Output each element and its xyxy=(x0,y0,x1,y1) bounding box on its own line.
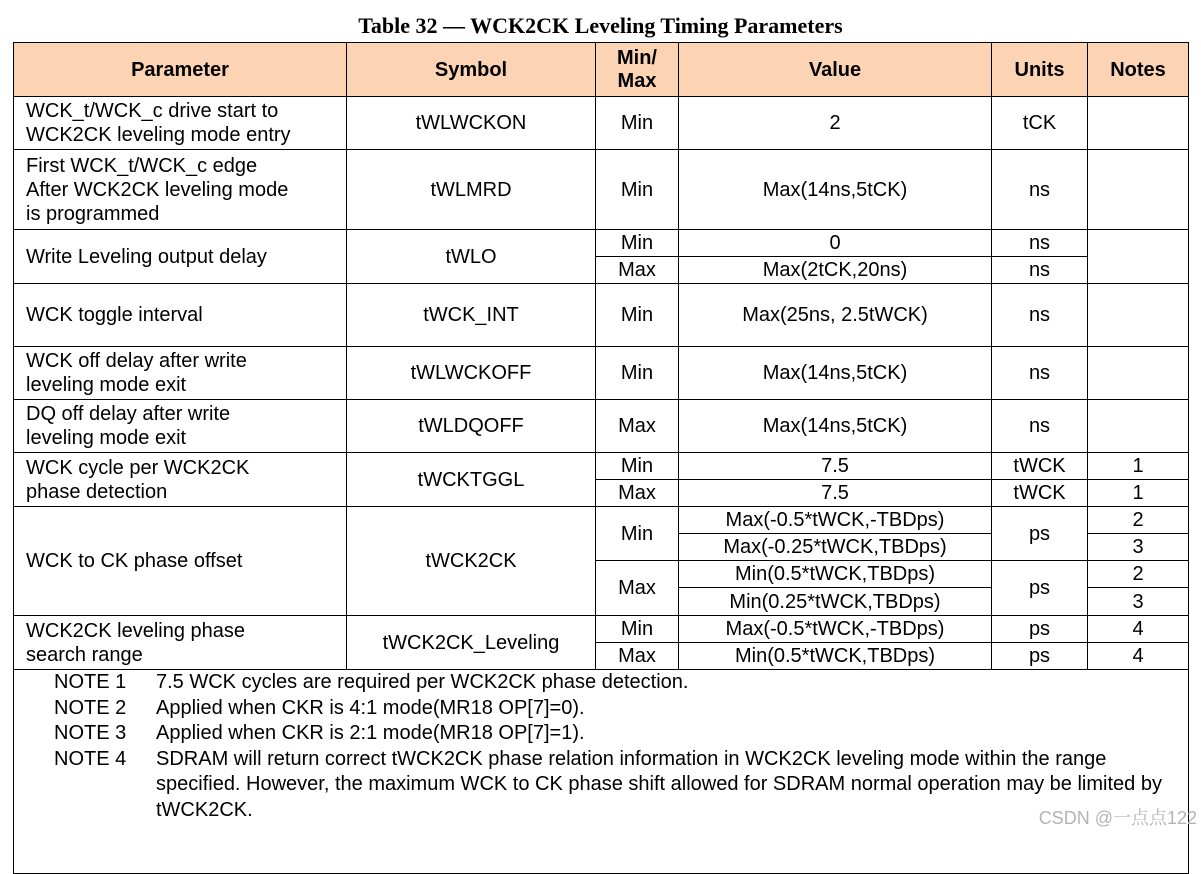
units-cell: ns xyxy=(992,284,1088,347)
table-row xyxy=(14,284,1189,347)
units-cell: ps xyxy=(992,643,1088,670)
table-row xyxy=(14,616,1189,643)
value-cell: Max(-0.5*tWCK,-TBDps) xyxy=(679,616,992,643)
watermark-text: CSDN @一点点122 xyxy=(1038,808,1197,828)
value-cell: Max(14ns,5tCK) xyxy=(679,400,992,453)
parameter-cell: WCK cycle per WCK2CK phase detection xyxy=(14,453,347,507)
header-units: Units xyxy=(992,43,1088,97)
notes-cell: 3 xyxy=(1088,588,1189,616)
units-cell: ns xyxy=(992,150,1088,230)
symbol-cell: tWCK2CK_Leveling xyxy=(347,616,596,670)
symbol-cell: tWLO xyxy=(347,230,596,284)
value-cell: 7.5 xyxy=(679,480,992,507)
parameter-cell: First WCK_t/WCK_c edge After WCK2CK leveling mode is programmed xyxy=(14,150,347,230)
minmax-cell: Max xyxy=(596,480,679,507)
units-cell: ns xyxy=(992,230,1088,257)
note-id: NOTE 4 xyxy=(54,747,127,770)
table-row xyxy=(14,230,1189,257)
header-value: Value xyxy=(679,43,992,97)
parameter-cell: WCK toggle interval xyxy=(14,284,347,347)
header-min-max xyxy=(596,43,679,97)
value-cell: Min(0.5*tWCK,TBDps) xyxy=(679,561,992,588)
header-min-max-line2: Max xyxy=(617,69,657,92)
parameter-cell: DQ off delay after write leveling mode exit xyxy=(14,400,347,453)
note-item xyxy=(54,747,1174,824)
units-cell: ns xyxy=(992,257,1088,284)
table-row xyxy=(14,507,1189,534)
units-cell: ps xyxy=(992,561,1088,616)
table-row xyxy=(14,150,1189,230)
note-text: 7.5 WCK cycles are required per WCK2CK phase detection. xyxy=(156,671,689,693)
symbol-cell: tWLMRD xyxy=(347,150,596,230)
parameter-cell: WCK2CK leveling phase search range xyxy=(14,616,347,670)
minmax-cell: Min xyxy=(596,284,679,347)
note-text: SDRAM will return correct tWCK2CK phase relation information in WCK2CK leveling mode within the range specified. However, the maximum WCK to CK phase shift allowed for SDRAM normal operation may be limited by tWCK2CK. xyxy=(156,747,1162,821)
header-min-max-line1: Min/ xyxy=(617,46,657,69)
symbol-cell: tWLWCKON xyxy=(347,97,596,150)
value-cell: Max(-0.5*tWCK,-TBDps) xyxy=(679,507,992,534)
minmax-cell: Max xyxy=(596,561,679,616)
notes-cell xyxy=(1088,400,1189,453)
value-cell: 0 xyxy=(679,230,992,257)
value-cell: 2 xyxy=(679,97,992,150)
value-cell: Max(-0.25*tWCK,TBDps) xyxy=(679,534,992,561)
note-item xyxy=(54,696,1174,722)
minmax-cell: Min xyxy=(596,507,679,561)
notes-cell xyxy=(1088,347,1189,400)
note-text: Applied when CKR is 2:1 mode(MR18 OP[7]=1). xyxy=(156,722,585,744)
table-row xyxy=(14,347,1189,400)
parameter-cell: Write Leveling output delay xyxy=(14,230,347,284)
value-cell: 7.5 xyxy=(679,453,992,480)
minmax-cell: Min xyxy=(596,230,679,257)
units-cell: tWCK xyxy=(992,453,1088,480)
header-parameter: Parameter xyxy=(14,43,347,97)
value-cell: Max(14ns,5tCK) xyxy=(679,347,992,400)
note-item xyxy=(54,670,1174,696)
note-id: NOTE 1 xyxy=(54,671,127,693)
symbol-cell: tWCKTGGL xyxy=(347,453,596,507)
notes-cell: 1 xyxy=(1088,480,1189,507)
minmax-cell: Min xyxy=(596,453,679,480)
value-cell: Max(25ns, 2.5tWCK) xyxy=(679,284,992,347)
header-notes: Notes xyxy=(1088,43,1189,97)
value-cell: Min(0.25*tWCK,TBDps) xyxy=(679,588,992,616)
notes-cell: 4 xyxy=(1088,643,1189,670)
units-cell: ns xyxy=(992,347,1088,400)
minmax-cell: Max xyxy=(596,643,679,670)
units-cell: ps xyxy=(992,616,1088,643)
minmax-cell: Min xyxy=(596,616,679,643)
note-text: Applied when CKR is 4:1 mode(MR18 OP[7]=0). xyxy=(156,696,585,719)
table-caption: Table 32 — WCK2CK Leveling Timing Parameters xyxy=(358,13,843,38)
minmax-cell: Min xyxy=(596,97,679,150)
minmax-cell: Max xyxy=(596,400,679,453)
units-cell: ns xyxy=(992,400,1088,453)
units-cell: tWCK xyxy=(992,480,1088,507)
table-notes-row xyxy=(14,670,1189,874)
value-cell: Min(0.5*tWCK,TBDps) xyxy=(679,643,992,670)
table-row xyxy=(14,97,1189,150)
notes-cell xyxy=(1088,230,1189,284)
units-cell: tCK xyxy=(992,97,1088,150)
table-row xyxy=(14,453,1189,480)
value-cell: Max(2tCK,20ns) xyxy=(679,257,992,284)
symbol-cell: tWLWCKOFF xyxy=(347,347,596,400)
timing-parameters-table xyxy=(13,42,1189,874)
parameter-cell: WCK_t/WCK_c drive start to WCK2CK leveling mode entry xyxy=(14,97,347,150)
note-id: NOTE 3 xyxy=(54,722,127,744)
notes-cell: 2 xyxy=(1088,507,1189,534)
notes-cell: 1 xyxy=(1088,453,1189,480)
symbol-cell: tWCK_INT xyxy=(347,284,596,347)
notes-cell xyxy=(1088,284,1189,347)
symbol-cell: tWCK2CK xyxy=(347,507,596,616)
parameter-cell: WCK to CK phase offset xyxy=(14,507,347,616)
notes-block xyxy=(14,670,1189,874)
notes-cell xyxy=(1088,150,1189,230)
notes-cell: 2 xyxy=(1088,561,1189,588)
table-header-row xyxy=(14,43,1189,97)
header-symbol: Symbol xyxy=(347,43,596,97)
units-cell: ps xyxy=(992,507,1088,561)
minmax-cell: Min xyxy=(596,347,679,400)
notes-cell: 3 xyxy=(1088,534,1189,561)
note-id: NOTE 2 xyxy=(54,696,127,719)
notes-cell: 4 xyxy=(1088,616,1189,643)
notes-cell xyxy=(1088,97,1189,150)
minmax-cell: Max xyxy=(596,257,679,284)
parameter-cell: WCK off delay after write leveling mode exit xyxy=(14,347,347,400)
table-row xyxy=(14,400,1189,453)
minmax-cell: Min xyxy=(596,150,679,230)
note-item xyxy=(54,721,1174,747)
value-cell: Max(14ns,5tCK) xyxy=(679,150,992,230)
symbol-cell: tWLDQOFF xyxy=(347,400,596,453)
